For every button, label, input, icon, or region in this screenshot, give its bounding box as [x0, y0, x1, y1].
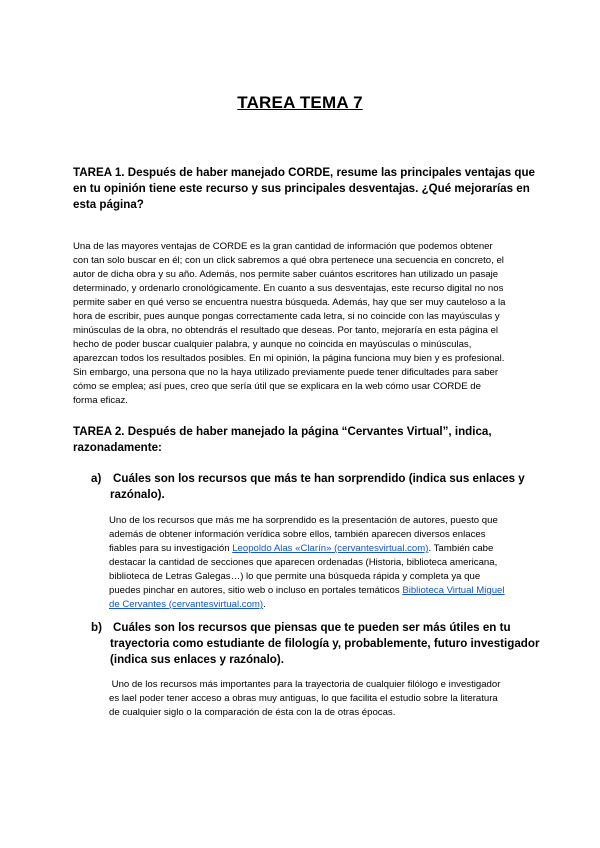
subtask-b-heading: [91, 620, 551, 668]
paragraph-line: Uno de los recursos más importantes para la trayectoria de cualquier filólogo e investigador: [109, 679, 501, 690]
subtask-a-heading: [91, 471, 551, 503]
paragraph-line: [109, 542, 559, 556]
subtask-b-answer: [109, 678, 559, 720]
task1-answer: [73, 240, 543, 408]
text-span: .: [263, 599, 266, 610]
biblioteca-virtual-link[interactable]: de Cervantes (cervantesvirtual.com): [109, 599, 264, 610]
paragraph-line: además de obtener información verídica sobre ellos, también aparecen diversos enlaces: [109, 529, 486, 540]
paragraph-line: Uno de los recursos que más me ha sorprendido es la presentación de autores, puesto que: [109, 515, 498, 526]
paragraph-line: Sin embargo, una persona que no la haya utilizado previamente puede tener dificultades para saber: [73, 367, 499, 378]
subtask-b-heading-line: (indica sus enlaces y razónalo).: [110, 653, 284, 666]
text-span: puedes pinchar en autores, sitio web o incluso en portales temáticos: [109, 585, 403, 596]
task1-heading-line: esta página?: [73, 198, 144, 211]
task2-heading-line: TAREA 2. Después de haber manejado la página “Cervantes Virtual”, indica,: [73, 425, 492, 438]
clarin-author-link[interactable]: Leopoldo Alas «Clarín» (cervantesvirtual.com): [232, 543, 429, 554]
paragraph-line: [109, 584, 559, 598]
subtask-a-label: a): [91, 472, 102, 485]
task1-heading-line: TAREA 1. Después de haber manejado CORDE, resume las principales ventajas que: [73, 166, 535, 179]
task1-heading-line: en tu opinión tiene este recurso y sus principales desventajas. ¿Qué mejorarías en: [73, 182, 530, 195]
paragraph-line: es lael poder tener acceso a obras muy antiguas, lo que facilita el estudio sobre la literatura: [109, 693, 498, 704]
text-span: . También cabe: [428, 543, 494, 554]
paragraph-line: de cualquier siglo o la comparación de ésta con la de otras épocas.: [109, 707, 396, 718]
subtask-a-heading-line: Cuáles son los recursos que más te han sorprendido (indica sus enlaces y: [113, 472, 525, 485]
task1-heading: [73, 165, 543, 213]
paragraph-line: biblioteca de Letras Galegas…) lo que permite una búsqueda rápida y completa ya que: [109, 571, 481, 582]
subtask-b-label: b): [91, 621, 102, 634]
paragraph-line: Una de las mayores ventajas de CORDE es la gran cantidad de información que podemos obtener: [73, 241, 493, 252]
subtask-b-heading-line: trayectoria como estudiante de filología y, probablemente, futuro investigador: [110, 637, 540, 650]
paragraph-line: con tan solo buscar en él; con un click sabremos a qué obra pertenece una secuencia en concreto, el: [73, 255, 504, 266]
paragraph-line: determinado, y ordenarlo cronológicamente. En cuanto a sus desventajas, este recurso digital no nos: [73, 283, 504, 294]
paragraph-line: forma eficaz.: [73, 395, 128, 406]
document-title: TAREA TEMA 7: [237, 93, 363, 112]
subtask-a-answer: [109, 514, 559, 612]
paragraph-line: [109, 598, 559, 612]
paragraph-line: hecho de poder buscar cualquier palabra, y aunque no coincida en mayúsculas o minúsculas,: [73, 339, 472, 350]
task2-heading-line: razonadamente:: [73, 441, 162, 454]
biblioteca-virtual-link[interactable]: Biblioteca Virtual Miguel: [402, 585, 505, 596]
subtask-b-heading-line: Cuáles son los recursos que piensas que te pueden ser más útiles en tu: [113, 621, 511, 634]
paragraph-line: minúsculas de la obra, no obtendrás el resultado que deseas. Por tanto, mejoraría en esta página el: [73, 325, 499, 336]
paragraph-line: aparezcan todos los resultados posibles. En mi opinión, la página funciona muy bien y es profesional.: [73, 353, 505, 364]
subtask-a-heading-line: razónalo).: [110, 488, 165, 501]
paragraph-line: destacar la cantidad de secciones que aparecen ordenadas (Historia, biblioteca americana,: [109, 557, 498, 568]
paragraph-line: autor de dicha obra y su año. Además, nos permite saber cuántos escritores han utilizado un pasaje: [73, 269, 499, 280]
text-span: fiables para su investigación: [109, 543, 233, 554]
paragraph-line: permite saber en qué verso se encuentra nuestra búsqueda. Además, hay que ser muy cauteloso a la: [73, 297, 506, 308]
paragraph-line: cómo se emplea; así pues, creo que sería útil que se explicara en la web cómo usar CORDE de: [73, 381, 481, 392]
task2-heading: [73, 424, 543, 456]
paragraph-line: hora de escribir, pues aunque pongas correctamente cada letra, si no coincide con las mayúsculas y: [73, 311, 500, 322]
